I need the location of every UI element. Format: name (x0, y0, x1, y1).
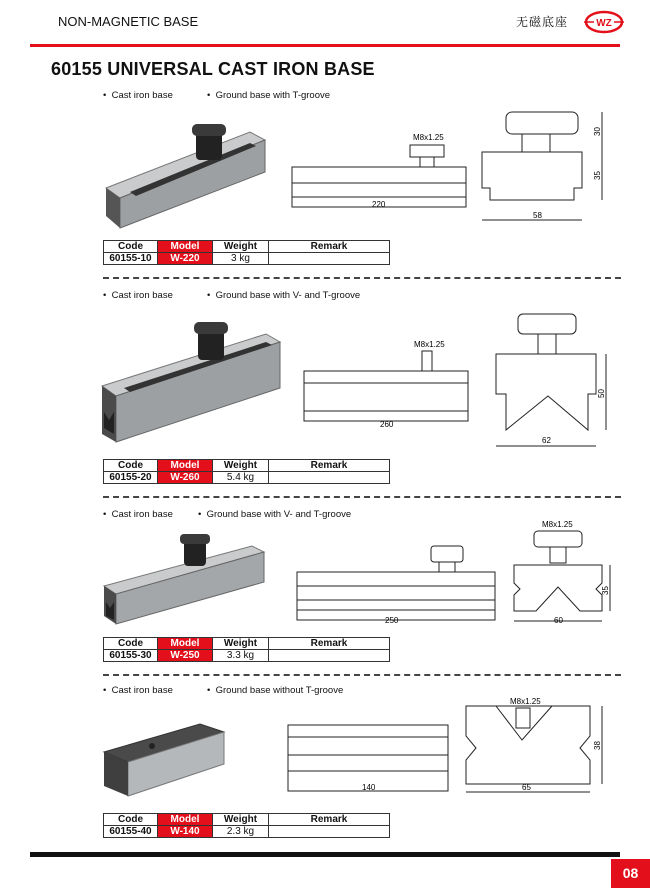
side-view-drawing (488, 312, 618, 452)
header-rule (30, 44, 620, 47)
svg-text:50: 50 (597, 389, 606, 398)
footer-rule (30, 852, 620, 857)
svg-text:35: 35 (593, 171, 602, 180)
section-divider (103, 496, 621, 498)
product-photo (100, 110, 270, 230)
side-view-drawing (462, 694, 620, 798)
feature-bullet: • Cast iron base (103, 290, 173, 301)
svg-text:M8x1.25: M8x1.25 (414, 340, 445, 349)
svg-text:30: 30 (593, 127, 602, 136)
spec-table: Code Model Weight Remark 60155-40 W-140 2.3 kg (103, 813, 390, 838)
svg-text:65: 65 (522, 783, 531, 792)
side-view-drawing (478, 108, 618, 228)
feature-bullet: • Ground base without T-groove (207, 685, 344, 696)
feature-bullet: • Ground base with V- and T-groove (198, 509, 352, 520)
product-photo (100, 528, 270, 628)
front-view-drawing (284, 723, 454, 795)
section-title: NON-MAGNETIC BASE (58, 14, 199, 29)
spec-table: Code Model Weight Remark 60155-10 W-220 3 kg (103, 240, 390, 265)
front-view-drawing (295, 544, 500, 626)
svg-text:250: 250 (385, 616, 399, 625)
svg-text:140: 140 (362, 783, 376, 792)
section-divider (103, 277, 621, 279)
svg-text:220: 220 (372, 200, 386, 209)
chinese-title: 无磁底座 (516, 15, 569, 29)
front-view-drawing (300, 335, 475, 430)
svg-text:58: 58 (533, 211, 542, 220)
spec-table: Code Model Weight Remark 60155-30 W-250 3.3 kg (103, 637, 390, 662)
svg-text:M8x1.25: M8x1.25 (413, 133, 444, 142)
svg-text:35: 35 (601, 586, 610, 595)
feature-bullet: • Cast iron base (103, 685, 173, 696)
feature-bullet: • Cast iron base (103, 509, 173, 520)
feature-bullet: • Ground base with V- and T-groove (207, 290, 361, 301)
spec-table: Code Model Weight Remark 60155-20 W-260 5.4 kg (103, 459, 390, 484)
svg-text:M8x1.25: M8x1.25 (510, 697, 541, 706)
logo-text: WZ (596, 18, 612, 29)
svg-text:60: 60 (554, 616, 563, 625)
svg-text:M8x1.25: M8x1.25 (542, 520, 573, 529)
svg-text:38: 38 (593, 741, 602, 750)
page-title: 60155 UNIVERSAL CAST IRON BASE (51, 59, 375, 79)
svg-text:260: 260 (380, 420, 394, 429)
side-view-drawing (510, 515, 620, 627)
section-divider (103, 674, 621, 676)
front-view-drawing (288, 125, 473, 215)
feature-bullet: • Cast iron base (103, 90, 173, 101)
brand-logo (582, 10, 626, 34)
product-photo (100, 718, 230, 800)
svg-text:62: 62 (542, 436, 551, 445)
page-number: 08 (611, 859, 650, 888)
feature-bullet: • Ground base with T-groove (207, 90, 331, 101)
product-photo (98, 316, 283, 446)
